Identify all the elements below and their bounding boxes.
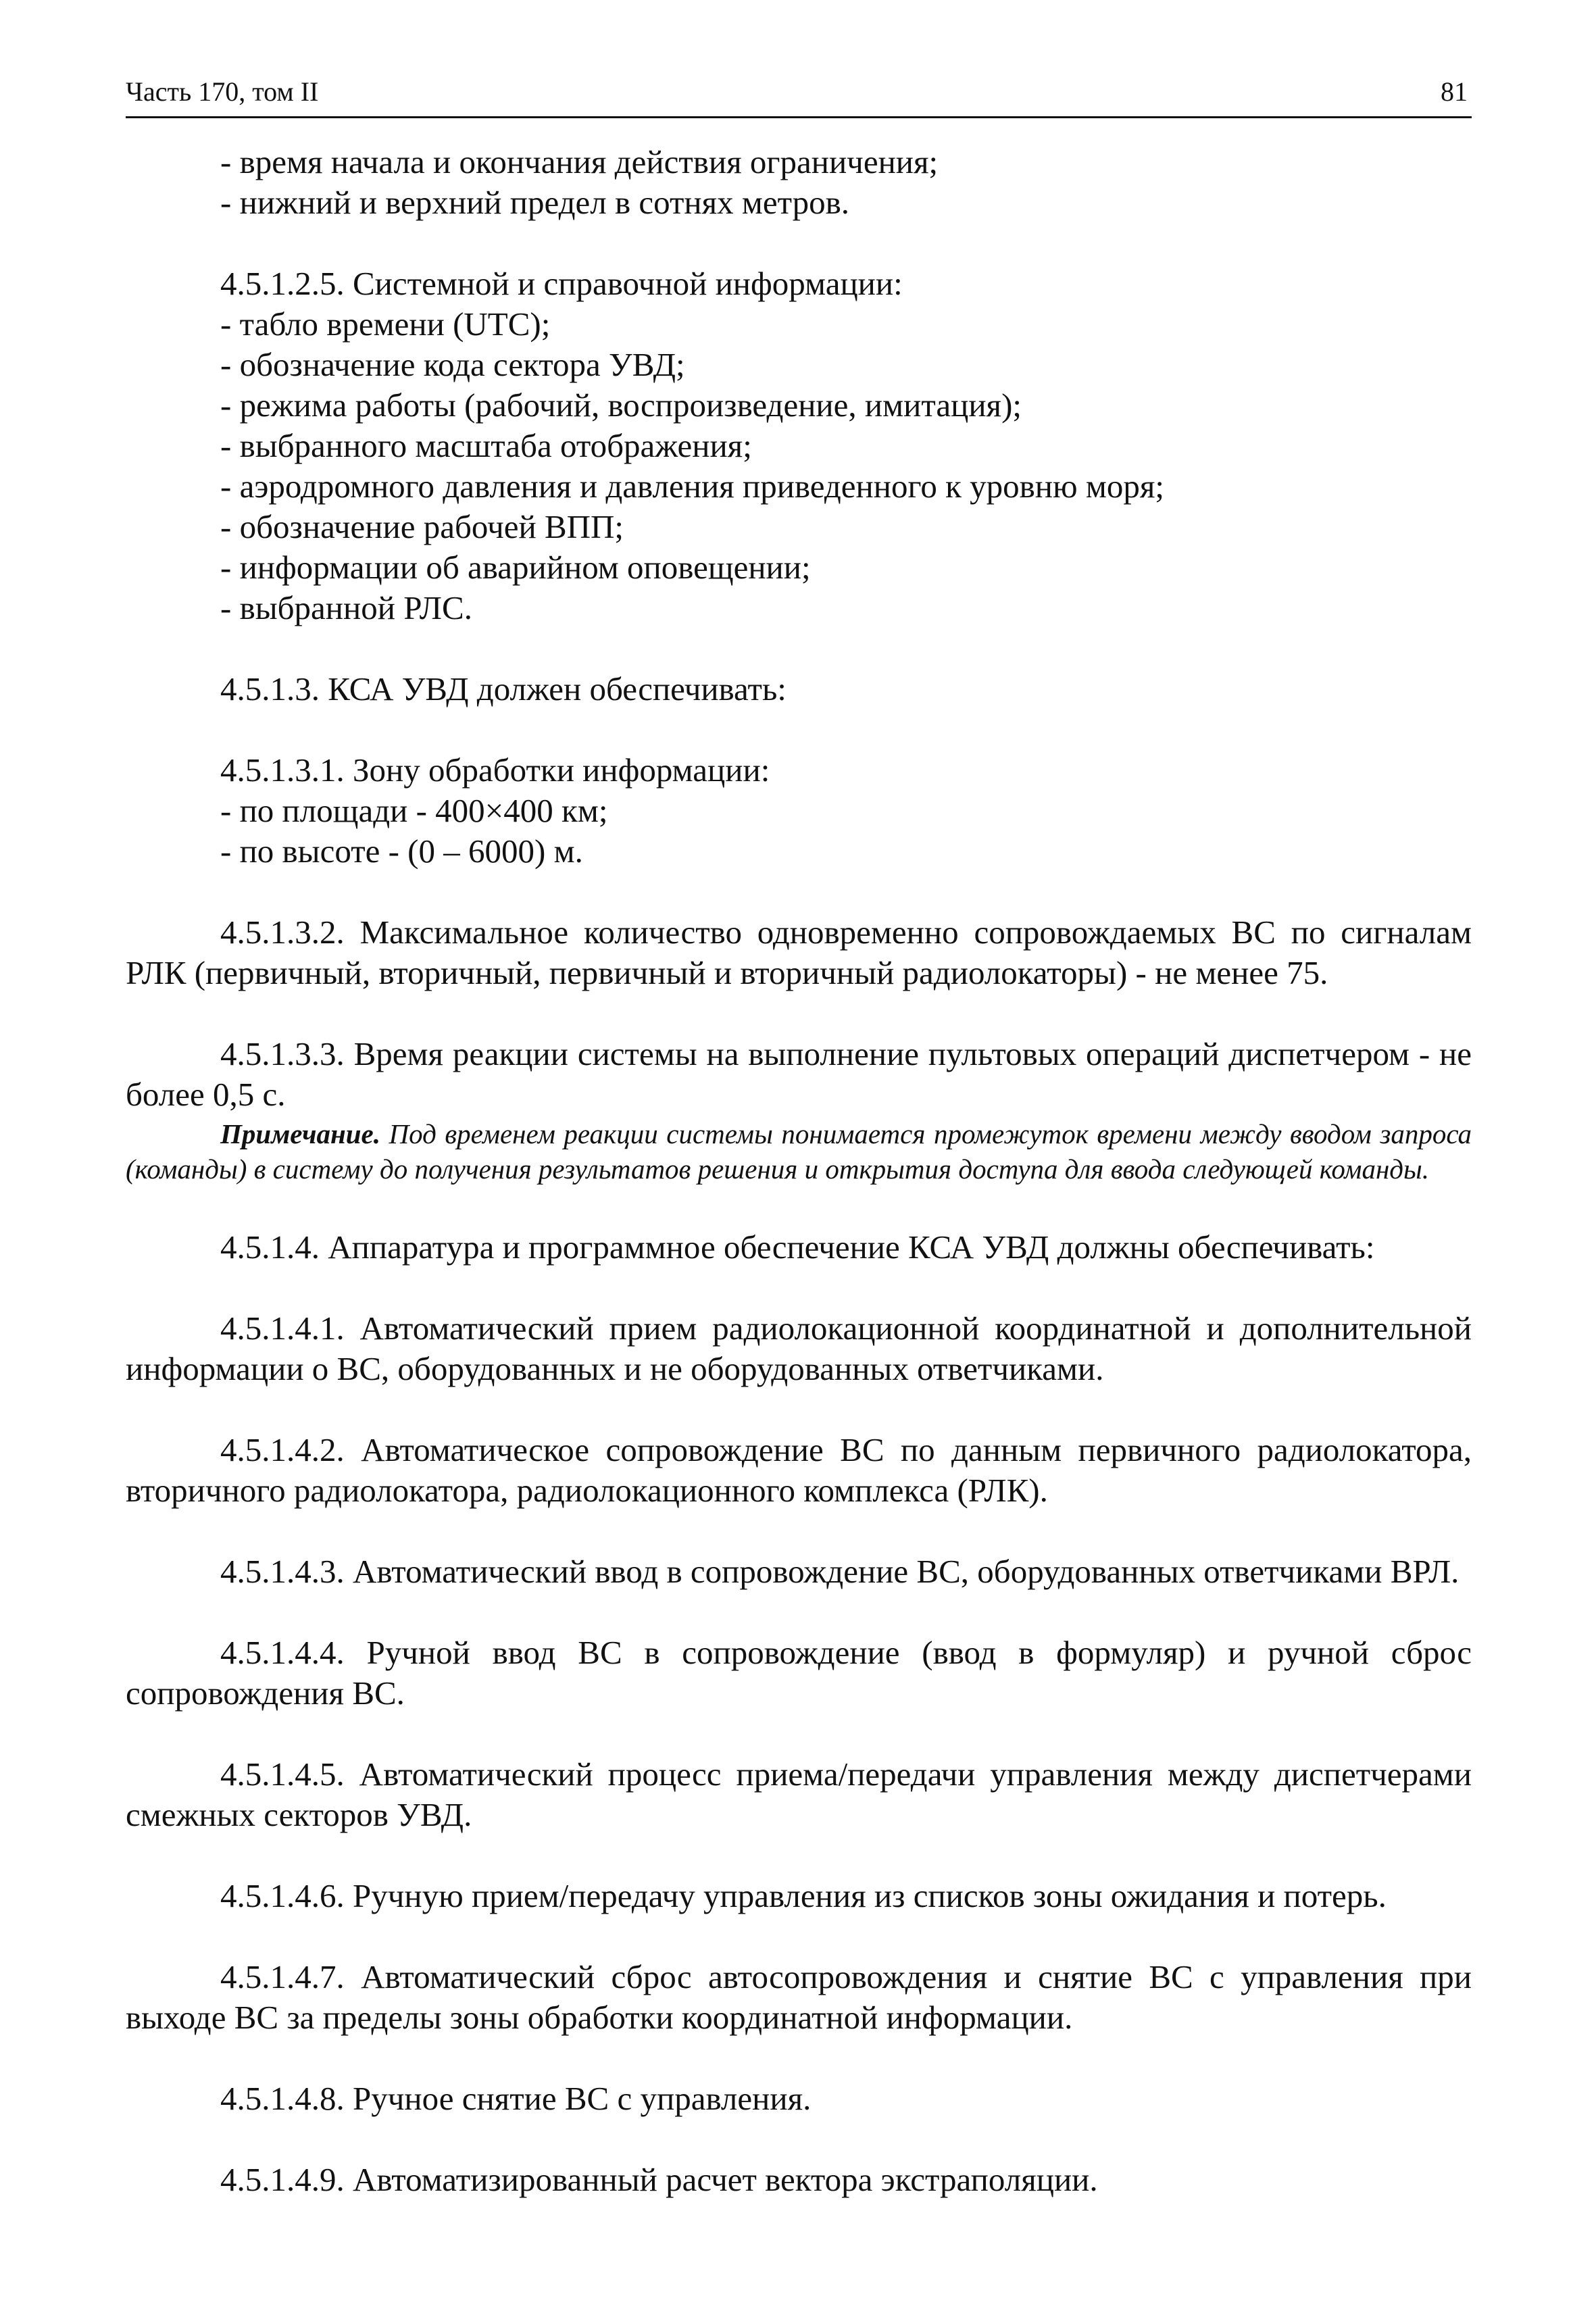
text-line: - табло времени (UTC); <box>220 305 551 343</box>
paragraph: 4.5.1.4. Аппаратура и программное обеспечение КСА УВД должны обеспечивать: <box>220 1228 1375 1266</box>
text-line: - выбранного масштаба отображения; <box>220 427 752 464</box>
paragraph: 4.5.1.4.8. Ручное снятие ВС с управления. <box>220 2080 812 2117</box>
paragraph: 4.5.1.4.3. Автоматический ввод в сопровождение ВС, оборудованных ответчиками ВРЛ. <box>220 1553 1460 1590</box>
paragraph: 4.5.1.4.5. Автоматический процесс приема/передачи управления между диспетчерами смежных секторов УВД. <box>126 1756 1472 1833</box>
paragraph-spacer <box>126 1268 1472 1308</box>
paragraph-spacer <box>126 1592 1472 1633</box>
document-body <box>126 142 1472 2200</box>
text-line: - обозначение рабочей ВПП; <box>220 508 624 545</box>
note-paragraph <box>126 1116 1472 1187</box>
paragraph: 4.5.1.4.9. Автоматизированный расчет вектора экстраполяции. <box>220 2161 1098 2198</box>
paragraph-spacer <box>126 223 1472 264</box>
paragraph: 4.5.1.4.6. Ручную прием/передачу управления из списков зоны ожидания и потерь. <box>220 1877 1387 1914</box>
text-line: - обозначение кода сектора УВД; <box>220 346 685 383</box>
paragraph-spacer <box>126 1187 1472 1227</box>
paragraph-spacer <box>126 2119 1472 2160</box>
paragraph: 4.5.1.4.2. Автоматическое сопровождение ВС по данным первичного радиолокатора, вторичного радиолокатора, радиолокационного комплекса (РЛК). <box>126 1431 1472 1509</box>
paragraph-spacer <box>126 710 1472 750</box>
page-header <box>126 76 1472 118</box>
text-line: - по высоте - (0 – 6000) м. <box>220 832 583 870</box>
text-line: - выбранной РЛС. <box>220 589 472 626</box>
text-line: - время начала и окончания действия ограничения; <box>220 143 939 180</box>
text-line: - аэродромного давления и давления приведенного к уровню моря; <box>220 468 1165 505</box>
paragraph-spacer <box>126 2038 1472 2078</box>
paragraph: 4.5.1.4.4. Ручной ввод ВС в сопровождение (ввод в формуляр) и ручной сброс сопровождения ВС. <box>126 1634 1472 1712</box>
running-title: Часть 170, том II <box>126 76 319 107</box>
text-line: 4.5.1.3.1. Зону обработки информации: <box>220 751 770 789</box>
text-line: - информации об аварийном оповещении; <box>220 549 811 586</box>
note-text: Под временем реакции системы понимается промежуток времени между вводом запроса (команды) в систему до получения результатов решения и открытия доступа для ввода следующей команды. <box>126 1118 1472 1185</box>
text-line: 4.5.1.2.5. Системной и справочной информации: <box>220 265 903 302</box>
text-line: - нижний и верхний предел в сотнях метров. <box>220 184 850 221</box>
paragraph-spacer <box>126 628 1472 669</box>
paragraph-spacer <box>126 1916 1472 1957</box>
paragraph-spacer <box>126 1389 1472 1430</box>
paragraph-spacer <box>126 993 1472 1034</box>
paragraph-spacer <box>126 1511 1472 1551</box>
paragraph-spacer <box>126 872 1472 912</box>
paragraph-spacer <box>126 1835 1472 1876</box>
paragraph: 4.5.1.4.7. Автоматический сброс автосопровождения и снятие ВС с управления при выходе ВС за пределы зоны обработки координатной информации. <box>126 1958 1472 2036</box>
text-line: - режима работы (рабочий, воспроизведение, имитация); <box>220 387 1022 424</box>
page-number: 81 <box>1441 76 1468 107</box>
paragraph: 4.5.1.3.3. Время реакции системы на выполнение пультовых операций диспетчером - не более 0,5 с. <box>126 1035 1472 1113</box>
text-line: 4.5.1.3. КСА УВД должен обеспечивать: <box>220 670 787 707</box>
text-line: - по площади - 400×400 км; <box>220 792 608 829</box>
note-label: Примечание. <box>220 1118 380 1149</box>
paragraph: 4.5.1.4.1. Автоматический прием радиолокационной координатной и дополнительной информации о ВС, оборудованных и не оборудованных ответчиками. <box>126 1310 1472 1387</box>
paragraph: 4.5.1.3.2. Максимальное количество одновременно сопровождаемых ВС по сигналам РЛК (первичный, вторичный, первичный и вторичный радиолокаторы) - не менее 75. <box>126 914 1472 991</box>
paragraph-spacer <box>126 1714 1472 1754</box>
